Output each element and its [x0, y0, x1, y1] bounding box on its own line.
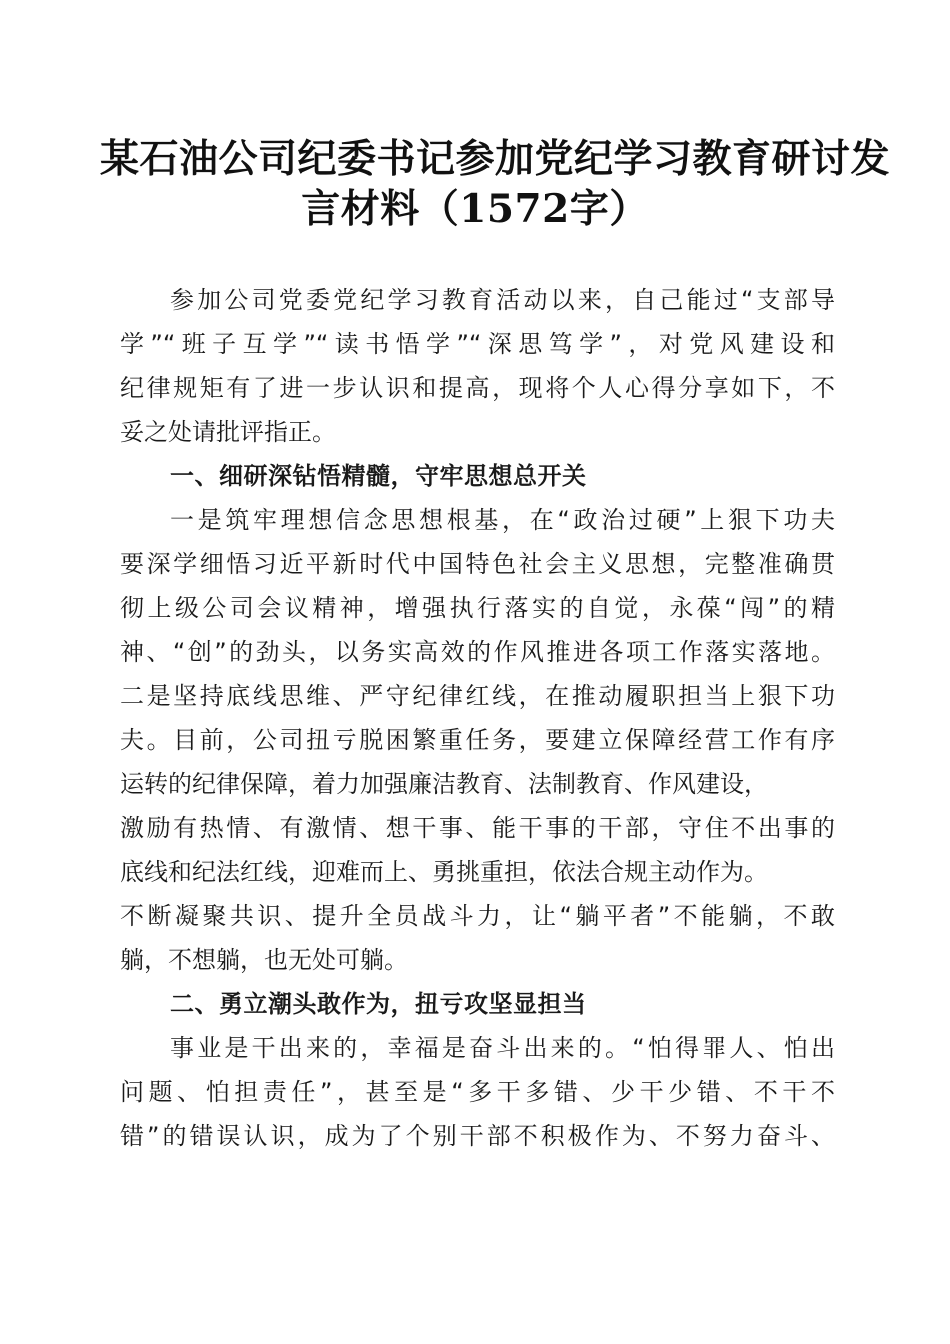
title-line-1: 某石油公司纪委书记参加党纪学习教育研讨发 — [100, 136, 891, 182]
paragraph-2-line-11: 躺，不想躺，也无处可躺。 — [120, 946, 408, 974]
paragraph-1-line-2: 学”“班子互学”“读书悟学”“深思笃学”，对党风建设和 — [120, 330, 835, 358]
paragraph-2-line-10: 不断凝聚共识、提升全员战斗力，让“躺平者”不能躺，不敢 — [120, 902, 835, 930]
paragraph-2-line-5: 二是坚持底线思维、严守纪律红线，在推动履职担当上狠下功 — [120, 682, 835, 710]
paragraph-2-line-7: 运转的纪律保障，着力加强廉洁教育、法制教育、作风建设， — [120, 770, 768, 798]
paragraph-3-line-1: 事业是干出来的，幸福是奋斗出来的。“怕得罪人、怕出 — [170, 1034, 835, 1062]
paragraph-1-line-1: 参加公司党委党纪学习教育活动以来，自己能过“支部导 — [170, 286, 835, 314]
paragraph-2-line-1: 一是筑牢理想信念思想根基，在“政治过硬”上狠下功夫 — [170, 506, 835, 534]
paragraph-2-line-9: 底线和纪法红线，迎难而上、勇挑重担，依法合规主动作为。 — [120, 858, 768, 886]
paragraph-2-line-3: 彻上级公司会议精神，增强执行落实的自觉，永葆“闯”的精 — [120, 594, 835, 622]
paragraph-2-line-4: 神、“创”的劲头，以务实高效的作风推进各项工作落实落地。 — [120, 638, 835, 666]
paragraph-1-line-3: 纪律规矩有了进一步认识和提高，现将个人心得分享如下，不 — [120, 374, 835, 402]
section-heading-1: 一、细研深钻悟精髓，守牢思想总开关 — [170, 462, 587, 490]
document-body — [120, 278, 835, 1158]
paragraph-2-line-2: 要深学细悟习近平新时代中国特色社会主义思想，完整准确贯 — [120, 550, 835, 578]
paragraph-1-line-4: 妥之处请批评指正。 — [120, 418, 336, 446]
paragraph-3-line-2: 问题、怕担责任”，甚至是“多干多错、少干少错、不干不 — [120, 1078, 835, 1106]
paragraph-2-line-8: 激励有热情、有激情、想干事、能干事的干部，守住不出事的 — [120, 814, 835, 842]
paragraph-3-line-3: 错”的错误认识，成为了个别干部不积极作为、不努力奋斗、 — [120, 1122, 835, 1150]
section-heading-2: 二、勇立潮头敢作为，扭亏攻坚显担当 — [170, 990, 587, 1018]
document-title — [100, 134, 891, 234]
title-line-2: 言材料（1572字） — [301, 186, 649, 232]
paragraph-2-line-6: 夫。目前，公司扭亏脱困繁重任务，要建立保障经营工作有序 — [120, 726, 835, 754]
